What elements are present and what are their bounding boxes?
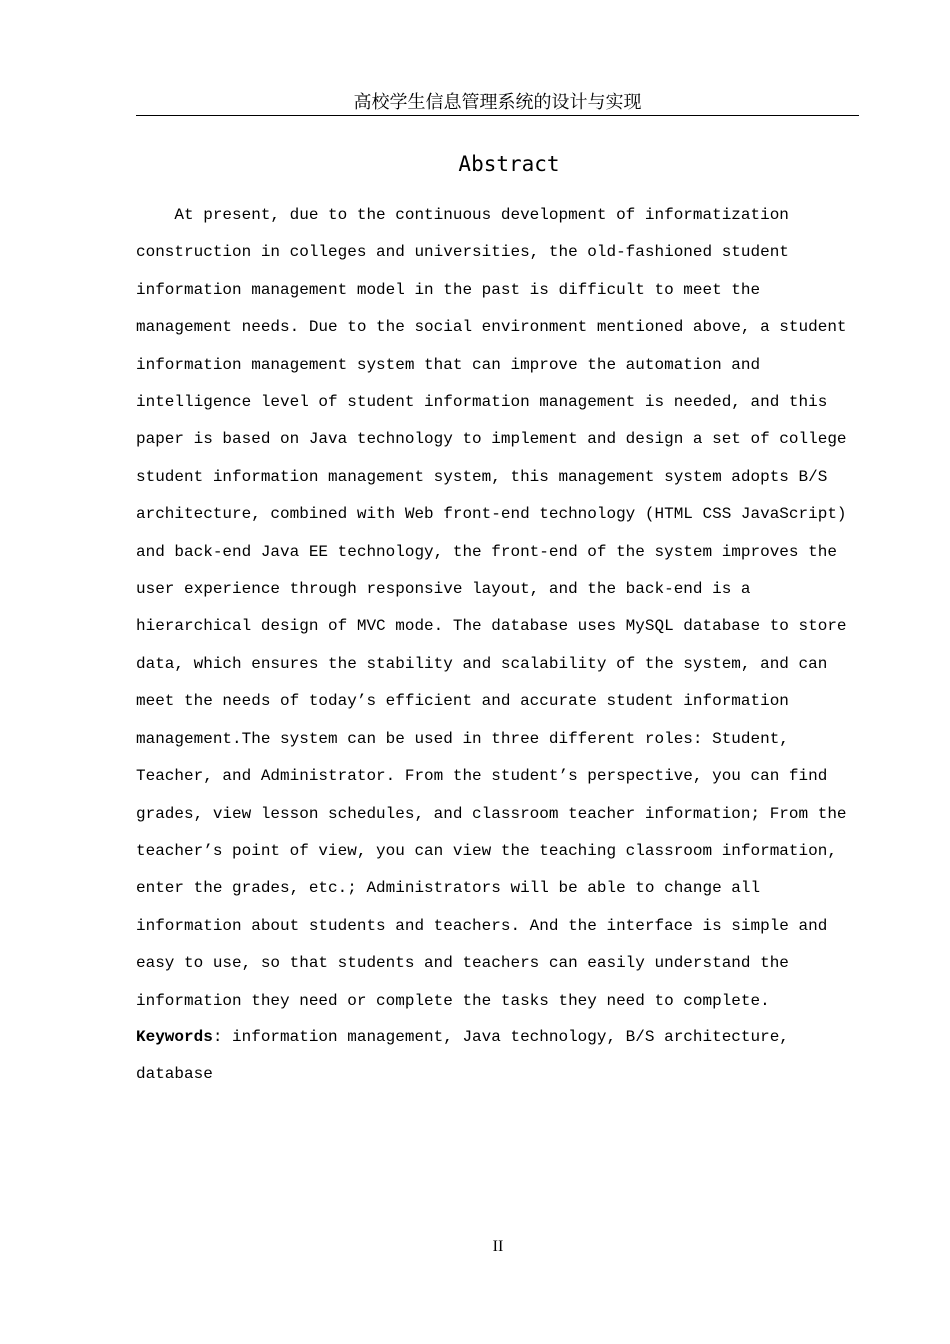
abstract-heading: Abstract xyxy=(458,152,560,176)
abstract-body: At present, due to the continuous development of informatization construction in colleges and universities, the old-fashioned student information management model in the past is difficult to meet the management needs. Due to the social environment mentioned above, a student information management system that can improve the automation and intelligence level of student information management is needed, and this paper is based on Java technology to implement and design a set of college student information management system, this management system adopts B/S architecture, combined with Web front-end technology (HTML CSS JavaScript) and back-end Java EE technology, the front-end of the system improves the user experience through responsive layout, and the back-end is a hierarchical design of MVC mode. The database uses MySQL database to store data, which ensures the stability and scalability of the system, and can meet the needs of today’s efficient and accurate student information management.The system can be used in three different roles: Student, Teacher, and Administrator. From the student’s perspective, you can find grades, view lesson schedules, and classroom teacher information; From the teacher’s point of view, you can view the teaching classroom information, enter the grades, etc.; Administrators will be able to change all information about students and teachers. And the interface is simple and easy to use, so that students and teachers can easily understand the information they need or complete the tasks they need to complete. xyxy=(136,206,847,1010)
keywords-label: Keywords xyxy=(136,1028,213,1046)
keywords-line xyxy=(136,1019,856,1094)
running-header-title: 高校学生信息管理系统的设计与实现 xyxy=(353,92,642,113)
keywords-text: : information management, Java technology, B/S architecture, database xyxy=(136,1028,789,1084)
running-header xyxy=(136,90,859,116)
page-number: II xyxy=(492,1238,504,1255)
